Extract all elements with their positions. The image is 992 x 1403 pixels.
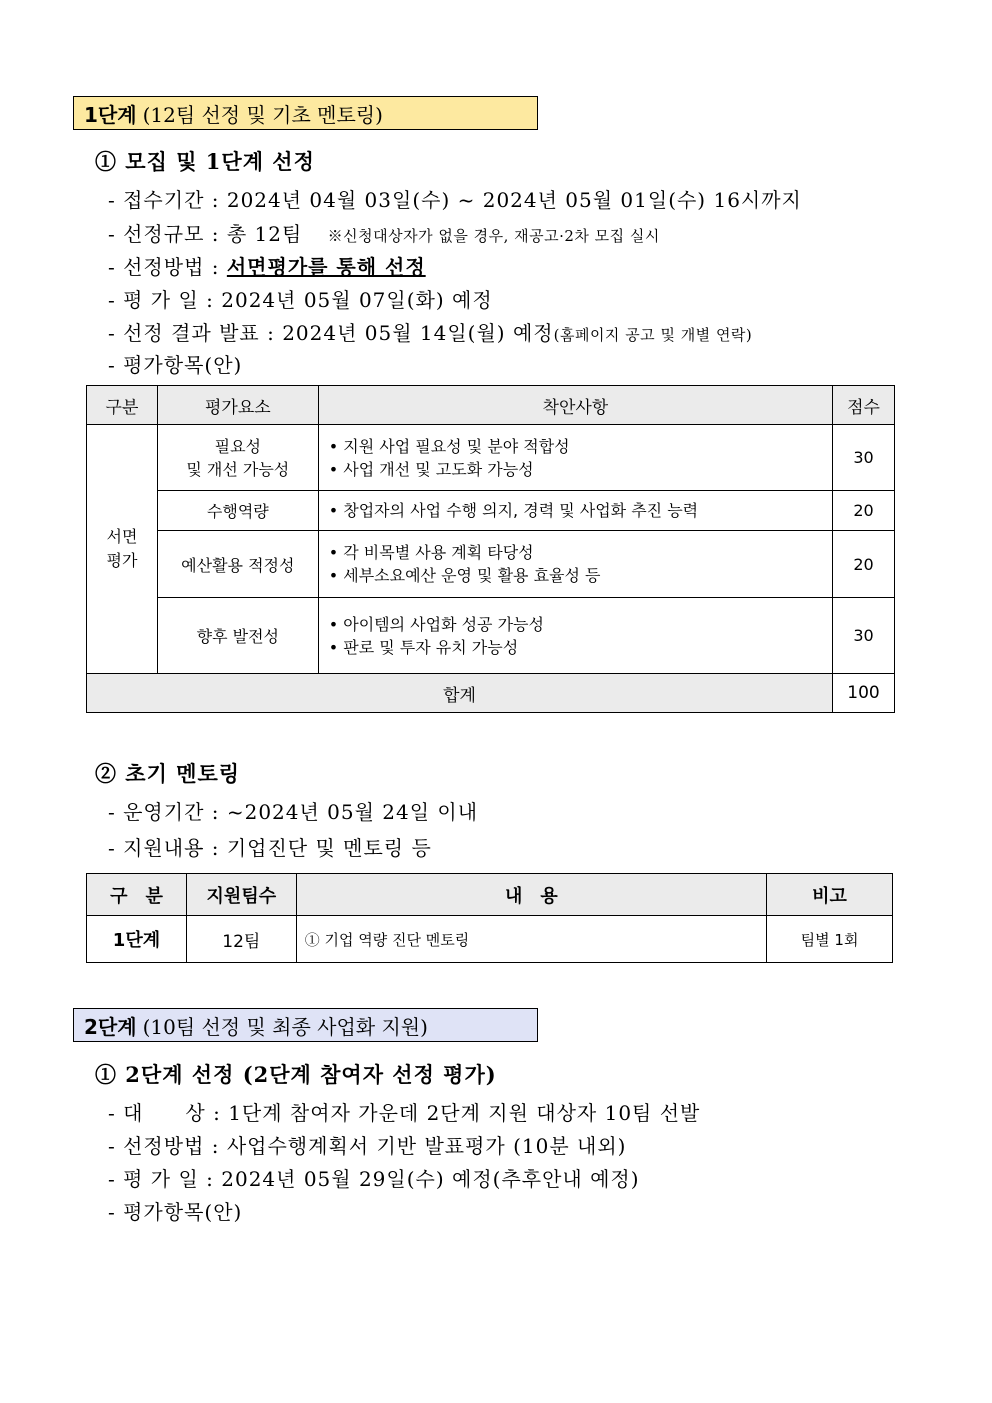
header-note: 비고: [767, 874, 893, 916]
header-points: 착안사항: [318, 386, 832, 425]
point-item: • 각 비목별 사용 계획 타당성: [328, 543, 534, 562]
point-item: • 사업 개선 및 고도화 가능성: [328, 459, 534, 479]
mentoring-table-header: [87, 874, 893, 916]
element-cell: 향후 발전성: [157, 598, 318, 674]
point-item: • 아이템의 사업화 성공 가능성: [328, 614, 544, 634]
point-item: • 판로 및 투자 유치 가능성: [328, 637, 519, 657]
table-row: [87, 491, 895, 531]
result-announcement: [108, 317, 752, 346]
stage2-eval-date: - 평 가 일 : 2024년 05월 29일(수) 예정(추후안내 예정): [108, 1167, 640, 1191]
selection-method-prefix: - 선정방법 :: [108, 255, 227, 279]
mentoring-table: [86, 873, 893, 963]
stage2-header-box: [73, 1008, 538, 1042]
selection-scale-text: - 선정규모 : 총 12팀: [108, 222, 303, 246]
selection-method: [108, 251, 426, 280]
stage1-header-box: [73, 96, 538, 130]
point-item: • 창업자의 사업 수행 의지, 경력 및 사업화 추진 능력: [328, 501, 699, 520]
category-cell: 서면 평가: [87, 425, 158, 674]
stage1-description: (12팀 선정 및 기초 멘토링): [142, 102, 383, 127]
score-cell: 30: [833, 425, 895, 491]
stage2-items-label: - 평가항목(안): [108, 1200, 243, 1224]
header-element: 평가요소: [157, 386, 318, 425]
evaluation-date: - 평 가 일 : 2024년 05월 07일(화) 예정: [108, 288, 493, 312]
header-category: 구분: [87, 386, 158, 425]
header-teams: 지원팀수: [186, 874, 296, 916]
point-item: • 세부소요예산 운영 및 활용 효율성 등: [328, 566, 601, 585]
support-content: - 지원내용 : 기업진단 및 멘토링 등: [108, 836, 432, 860]
header-content: 내 용: [296, 874, 766, 916]
score-cell: 20: [833, 491, 895, 531]
stage-cell: 1단계: [87, 916, 187, 963]
teams-cell: 12팀: [186, 916, 296, 963]
stage2-target: - 대 상 : 1단계 참여자 가운데 2단계 지원 대상자 10팀 선발: [108, 1101, 701, 1125]
note-cell: 팀별 1회: [767, 916, 893, 963]
header-score: 점수: [833, 386, 895, 425]
point-item: • 지원 사업 필요성 및 분야 적합성: [328, 436, 570, 456]
selection-scale: [108, 218, 660, 247]
content-cell: ① 기업 역량 진단 멘토링: [296, 916, 766, 963]
points-cell: [318, 598, 832, 674]
element-cell: 예산활용 적정성: [157, 531, 318, 598]
score-cell: 20: [833, 531, 895, 598]
result-announcement-note: (홈페이지 공고 및 개별 연락): [553, 326, 753, 344]
evaluation-table: [86, 385, 895, 713]
selection-method-value: 서면평가를 통해 선정: [226, 255, 426, 279]
header-stage: 구 분: [87, 874, 187, 916]
operation-period: - 운영기간 : ~2024년 05월 24일 이내: [108, 800, 479, 824]
stage2-selection-heading: ① 2단계 선정 (2단계 참여자 선정 평가): [95, 1062, 497, 1087]
result-announcement-text: - 선정 결과 발표 : 2024년 05월 14일(월) 예정: [108, 321, 554, 345]
table-row: [87, 598, 895, 674]
score-cell: 30: [833, 598, 895, 674]
element-cell: 필요성 및 개선 가능성: [157, 425, 318, 491]
total-label: 합계: [87, 674, 833, 713]
element-cell: 수행역량: [157, 491, 318, 531]
total-score: 100: [833, 674, 895, 713]
recruit-heading: ① 모집 및 1단계 선정: [95, 149, 315, 174]
points-cell: [318, 531, 832, 598]
mentoring-heading: ② 초기 멘토링: [95, 761, 241, 786]
evaluation-items-label: - 평가항목(안): [108, 353, 243, 377]
selection-scale-note: ※신청대상자가 없을 경우, 재공고·2차 모집 실시: [327, 227, 660, 245]
stage2-label: 2단계: [84, 1014, 137, 1039]
table-row: [87, 916, 893, 963]
points-cell: [318, 425, 832, 491]
table-row: [87, 425, 895, 491]
stage2-description: (10팀 선정 및 최종 사업화 지원): [142, 1014, 428, 1039]
total-row: [87, 674, 895, 713]
table-row: [87, 531, 895, 598]
stage2-method: - 선정방법 : 사업수행계획서 기반 발표평가 (10분 내외): [108, 1134, 627, 1158]
application-period: - 접수기간 : 2024년 04월 03일(수) ~ 2024년 05월 01일(수) 16시까지: [108, 188, 802, 212]
points-cell: [318, 491, 832, 531]
stage1-label: 1단계: [84, 102, 137, 127]
evaluation-table-header: [87, 386, 895, 425]
